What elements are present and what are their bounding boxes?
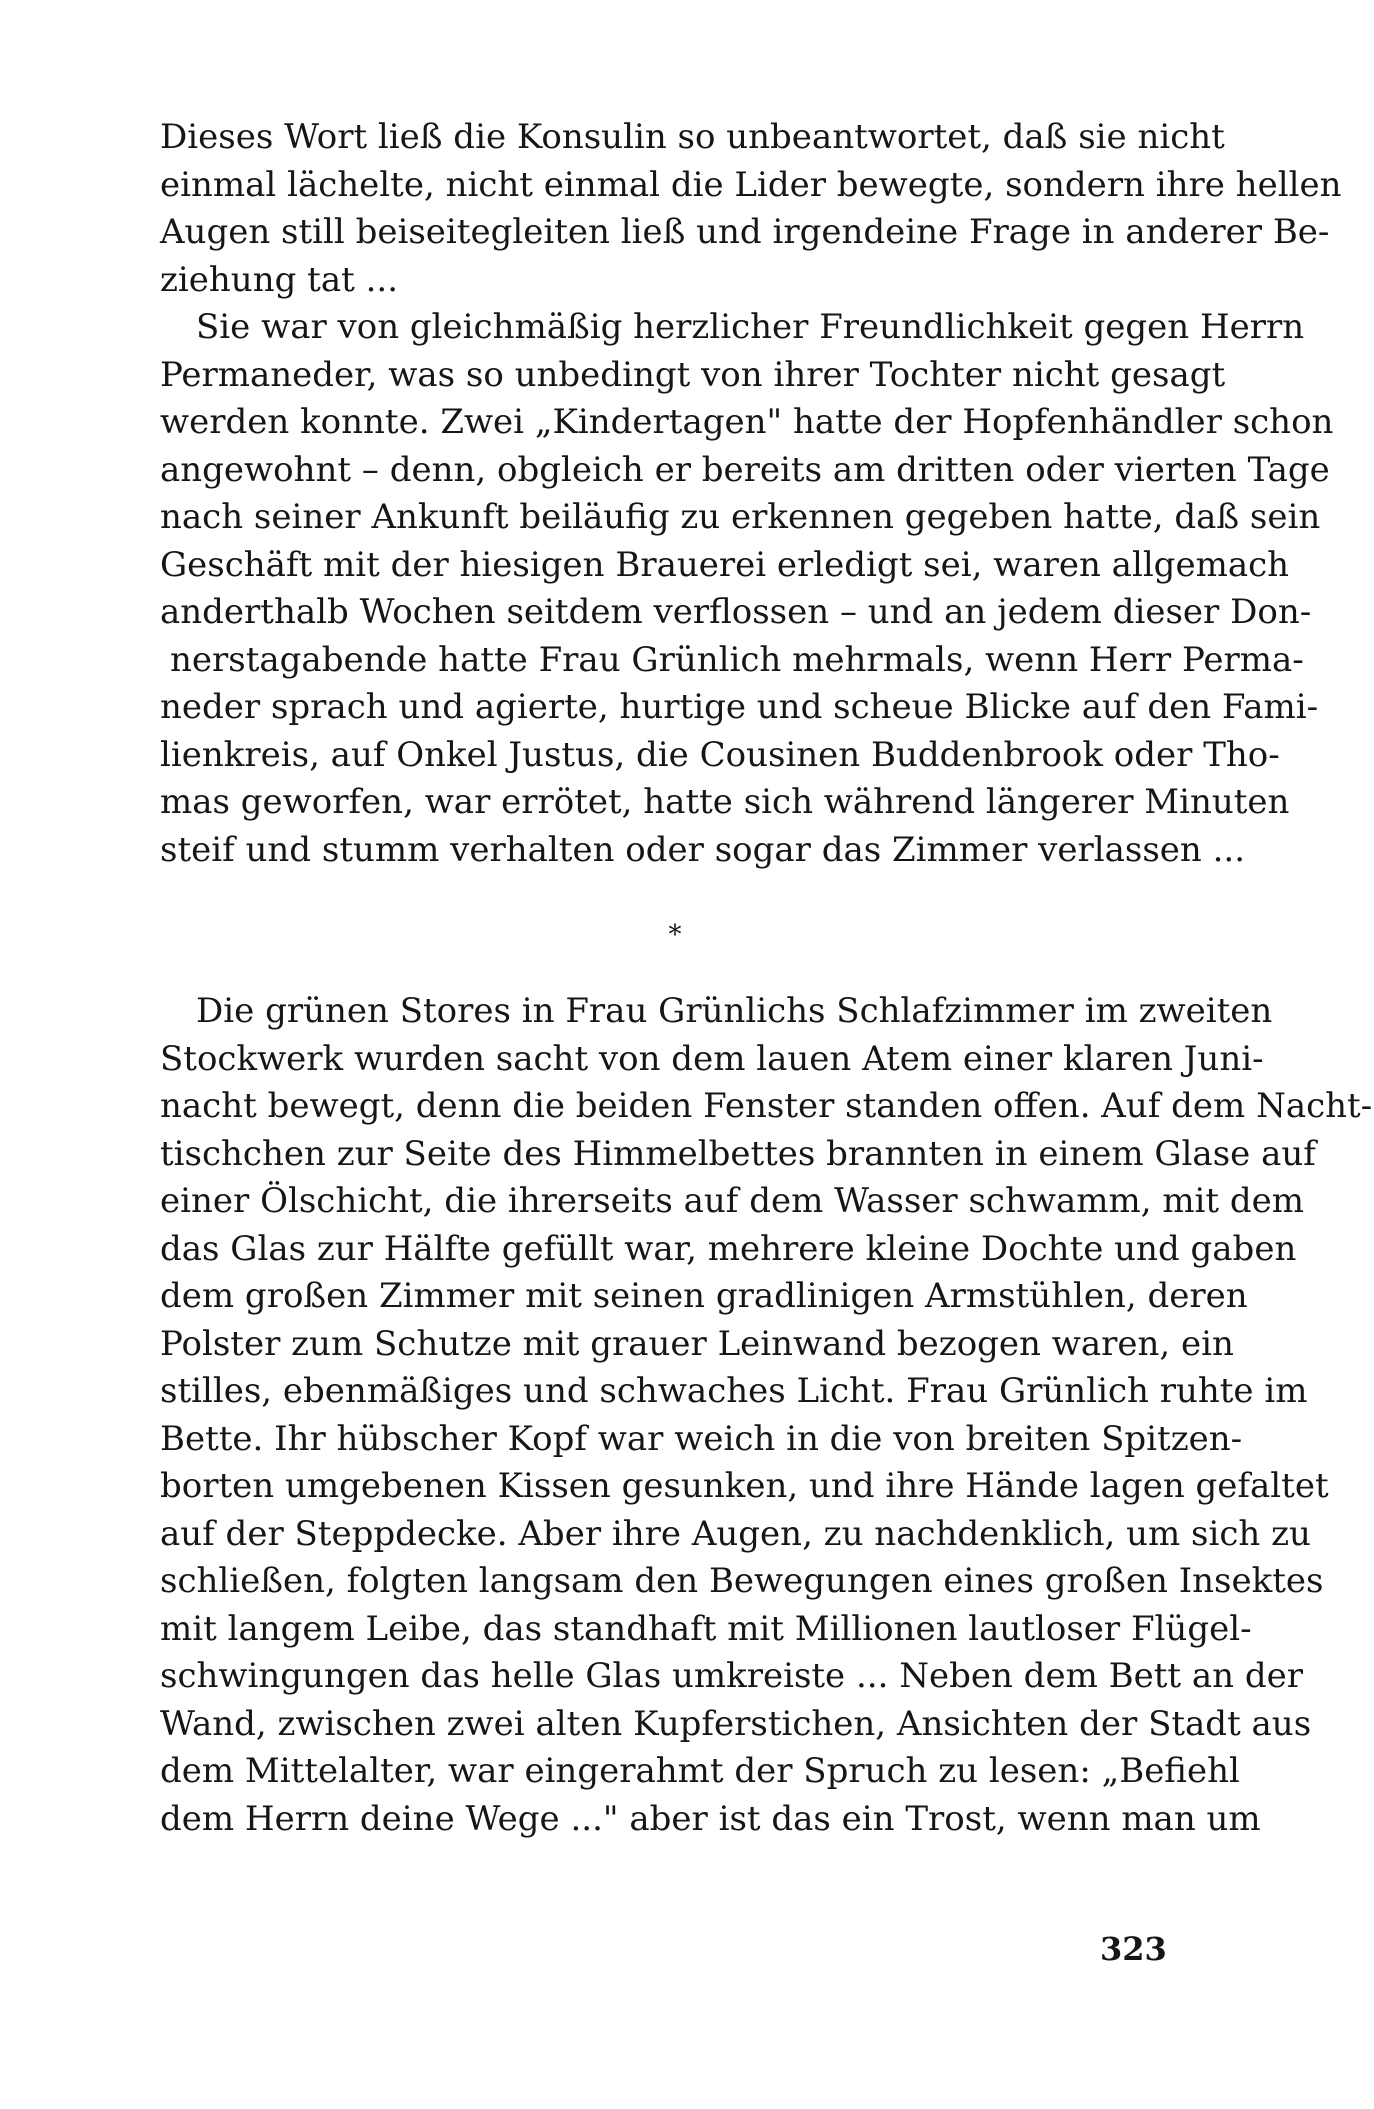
paragraph-2-line: anderthalb Wochen seitdem verflossen – und an jedem dieser Don- [160, 592, 1312, 632]
paragraph-2-line: mas geworfen, war errötet, hatte sich während längerer Minuten [160, 782, 1290, 822]
paragraph-3-line: das Glas zur Hälfte gefüllt war, mehrere kleine Dochte und gaben [160, 1228, 1297, 1269]
paragraph-3-line: tischchen zur Seite des Himmelbettes brannten in einem Glase auf [160, 1133, 1316, 1174]
paragraph-3-line: schließen, folgten langsam den Bewegungen eines großen Insektes [160, 1561, 1324, 1601]
paragraph-1-line: ziehung tat ... [160, 259, 398, 300]
paragraph-2-line: lienkreis, auf Onkel Justus, die Cousinen Buddenbrook oder Tho- [160, 734, 1280, 775]
paragraph-2-line: nach seiner Ankunft beiläufig zu erkennen gegeben hatte, daß sein [160, 497, 1321, 537]
paragraph-3-line: dem Mittelalter, war eingerahmt der Spruch zu lesen: „Befiehl [160, 1751, 1240, 1791]
paragraph-3-line: Wand, zwischen zwei alten Kupferstichen, Ansichten der Stadt aus [160, 1703, 1312, 1744]
paragraph-2-line: werden konnte. Zwei „Kindertagen" hatte der Hopfenhändler schon [160, 402, 1334, 442]
paragraph-2-line: angewohnt – denn, obgleich er bereits am dritten oder vierten Tage [160, 449, 1330, 490]
paragraph-3-line: mit langem Leibe, das standhaft mit Millionen lautloser Flügel- [160, 1608, 1252, 1649]
paragraph-2-line: steif und stumm verhalten oder sogar das Zimmer verlassen ... [160, 829, 1246, 870]
paragraph-3-line: borten umgebenen Kissen gesunken, und ihre Hände lagen gefaltet [160, 1466, 1329, 1506]
section-separator-asterisk: * [668, 920, 682, 950]
paragraph-2-line: Permaneder, was so unbedingt von ihrer Tochter nicht gesagt [160, 354, 1226, 395]
text-block-lower [160, 988, 1373, 1843]
paragraph-2-line: Sie war von gleichmäßig herzlicher Freundlichkeit gegen Herrn [196, 307, 1305, 347]
page-number: 323 [1100, 1930, 1167, 1968]
paragraph-1-line: einmal lächelte, nicht einmal die Lider bewegte, sondern ihre hellen [160, 164, 1342, 205]
paragraph-3-line: dem großen Zimmer mit seinen gradlinigen Armstühlen, deren [160, 1276, 1248, 1316]
paragraph-3-line: schwingungen das helle Glas umkreiste ... Neben dem Bett an der [160, 1656, 1303, 1696]
paragraph-1-line: Augen still beiseitegleiten ließ und irgendeine Frage in anderer Be- [160, 212, 1330, 252]
paragraph-2-line: neder sprach und agierte, hurtige und scheue Blicke auf den Fami- [160, 687, 1319, 727]
paragraph-3-line: auf der Steppdecke. Aber ihre Augen, zu nachdenklich, um sich zu [160, 1513, 1311, 1554]
paragraph-1-line: Dieses Wort ließ die Konsulin so unbeantwortet, daß sie nicht [160, 117, 1225, 157]
paragraph-3-line: stilles, ebenmäßiges und schwaches Licht. Frau Grünlich ruhte im [160, 1371, 1308, 1411]
paragraph-3-line: Die grünen Stores in Frau Grünlichs Schlafzimmer im zweiten [196, 991, 1273, 1031]
paragraph-3-line: Polster zum Schutze mit grauer Leinwand bezogen waren, ein [160, 1323, 1234, 1364]
paragraph-3-line: Bette. Ihr hübscher Kopf war weich in die von breiten Spitzen- [160, 1418, 1243, 1459]
paragraph-2-line: Geschäft mit der hiesigen Brauerei erledigt sei, waren allgemach [160, 544, 1290, 585]
paragraph-3-line: dem Herrn deine Wege ..." aber ist das ein Trost, wenn man um [160, 1798, 1261, 1839]
text-block-upper [160, 114, 1342, 874]
paragraph-3-line: nacht bewegt, denn die beiden Fenster standen offen. Auf dem Nacht- [160, 1086, 1373, 1126]
paragraph-3-line: einer Ölschicht, die ihrerseits auf dem Wasser schwamm, mit dem [160, 1181, 1305, 1221]
paragraph-2-line: nerstagabende hatte Frau Grünlich mehrmals, wenn Herr Perma- [170, 639, 1304, 680]
paragraph-3-line: Stockwerk wurden sacht von dem lauen Atem einer klaren Juni- [160, 1038, 1264, 1079]
